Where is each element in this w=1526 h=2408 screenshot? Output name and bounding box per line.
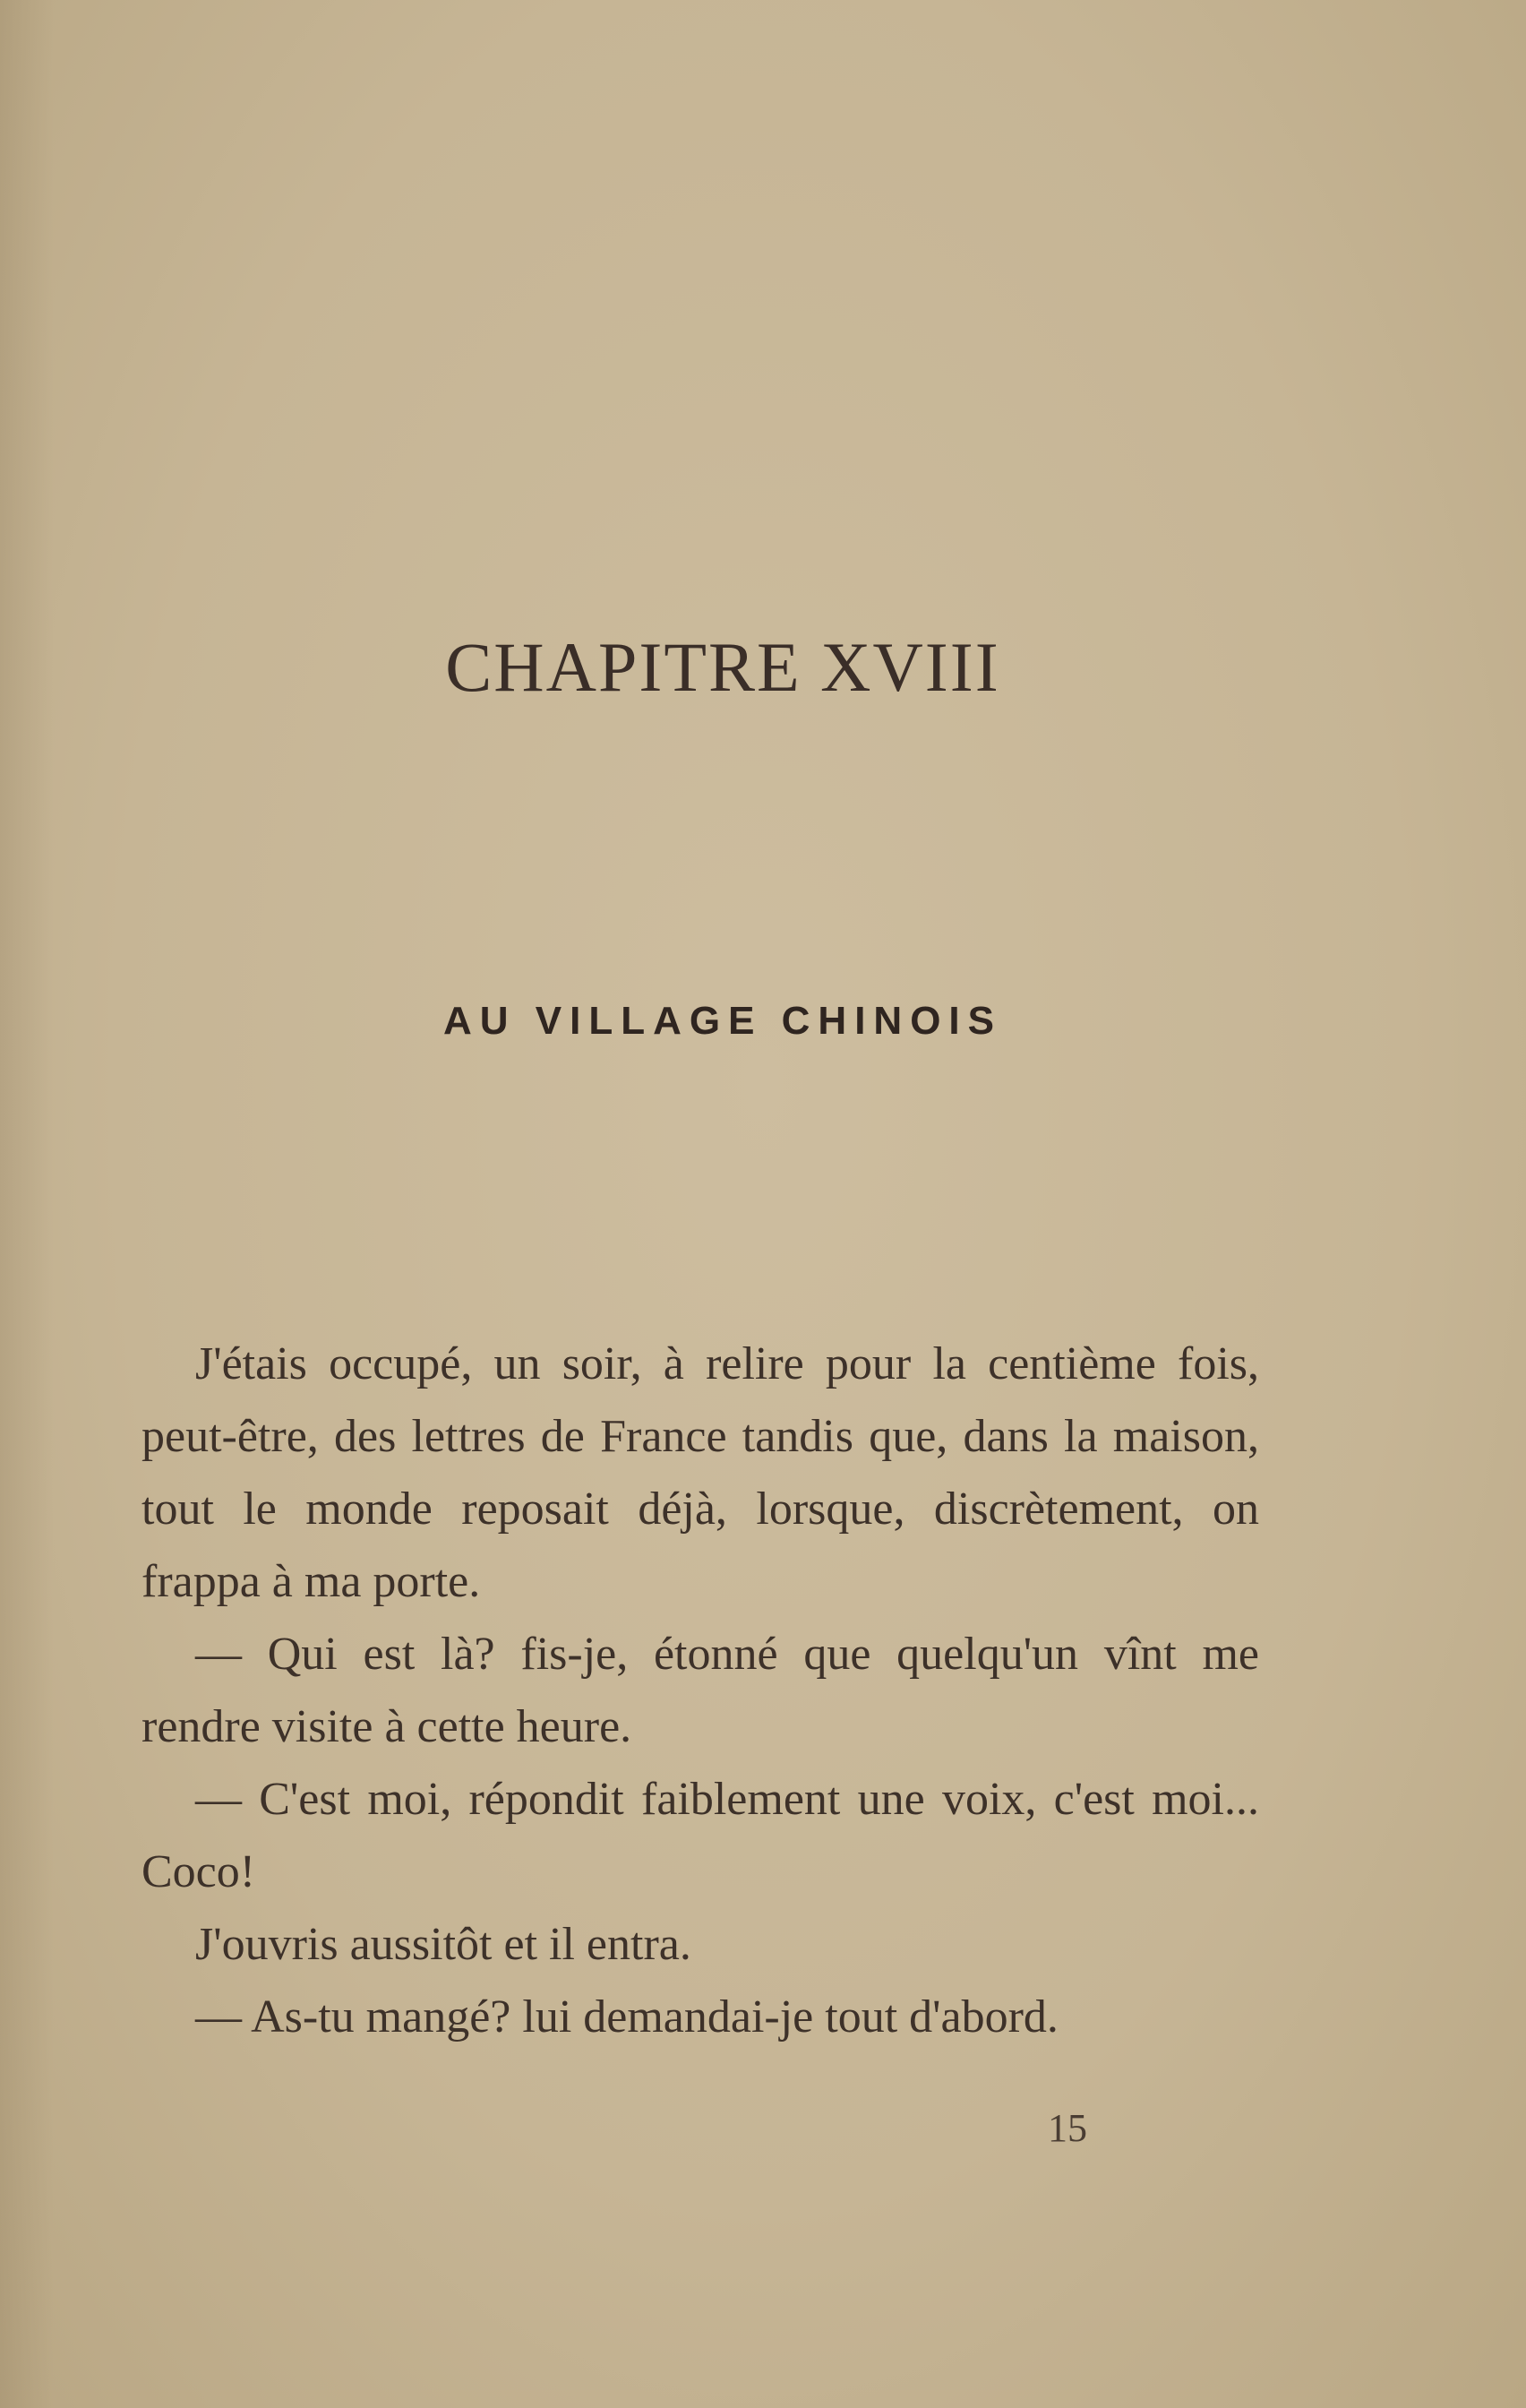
page-edge-shading [0, 0, 54, 2408]
section-title: AU VILLAGE CHINOIS [442, 999, 1003, 1043]
page-number: 15 [1048, 2106, 1087, 2150]
paragraph: — As-tu mangé? lui demandai-je tout d'abord. [195, 1991, 1059, 2042]
paragraph: — C'est moi, répondit faiblement une voix, c'est moi... Coco! [141, 1774, 1259, 1897]
paragraph: J'étais occupé, un soir, à relire pour la centième fois, peut-être, des lettres de France tandis que, dans la maison, tout le monde reposait déjà, lorsque, discrètement, on frappa à ma porte. [141, 1338, 1259, 1607]
chapter-title: CHAPITRE XVIII [445, 628, 1000, 706]
paragraph: J'ouvris aussitôt et il entra. [195, 1919, 691, 1970]
body-text [141, 1328, 1259, 2053]
paragraph: — Qui est là? fis-je, étonné que quelqu'un vînt me rendre visite à cette heure. [141, 1629, 1259, 1752]
